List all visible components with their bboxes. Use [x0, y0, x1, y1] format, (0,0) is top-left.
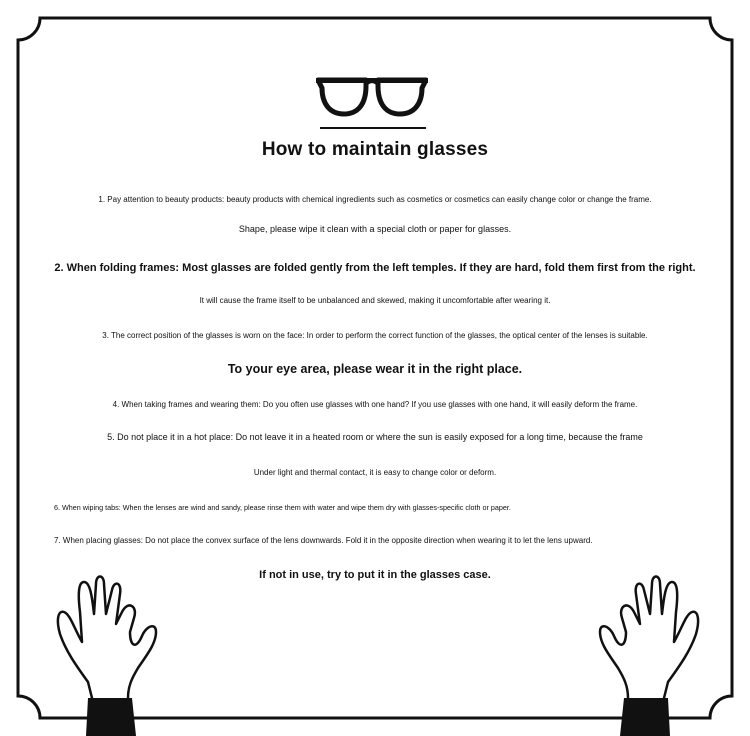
tip-3-continued: To your eye area, please wear it in the right place.	[227, 362, 523, 376]
tip-7: 7. When placing glasses: Do not place the convex surface of the lens downwards. Fold it in the opposite direction when wearing it to let the lens upward.	[54, 536, 593, 545]
tip-7-continued: If not in use, try to put it in the glasses case.	[259, 569, 491, 581]
title-underline	[320, 127, 426, 129]
tip-3: 3. The correct position of the glasses is worn on the face: In order to perform the correct function of the glasses, the optical center of the lenses is suitable.	[102, 331, 648, 340]
right-hand-illustration	[588, 572, 708, 736]
page-title: How to maintain glasses	[261, 139, 489, 160]
tip-1-continued: Shape, please wipe it clean with a special cloth or paper for glasses.	[238, 224, 512, 234]
left-hand-illustration	[48, 572, 168, 736]
tip-1: 1. Pay attention to beauty products: beauty products with chemical ingredients such as cosmetics or cosmetics can easily change color or change the frame.	[98, 195, 652, 204]
tip-6: 6. When wiping tabs: When the lenses are wind and sandy, please rinse them with water and wipe them dry with glasses-specific cloth or paper.	[54, 503, 511, 512]
tip-2: 2. When folding frames: Most glasses are folded gently from the left temples. If they are hard, fold them first from the right.	[54, 262, 696, 274]
tip-5-continued: Under light and thermal contact, it is easy to change color or deform.	[253, 468, 497, 477]
tip-4: 4. When taking frames and wearing them: Do you often use glasses with one hand? If you use glasses with one hand, it will easily deform the frame.	[112, 400, 638, 409]
tip-5: 5. Do not place it in a hot place: Do not leave it in a heated room or where the sun is easily exposed for a long time, because the frame	[107, 432, 643, 442]
eyeglasses-icon	[316, 74, 428, 118]
tip-2-continued: It will cause the frame itself to be unbalanced and skewed, making it uncomfortable after wearing it.	[199, 296, 551, 305]
